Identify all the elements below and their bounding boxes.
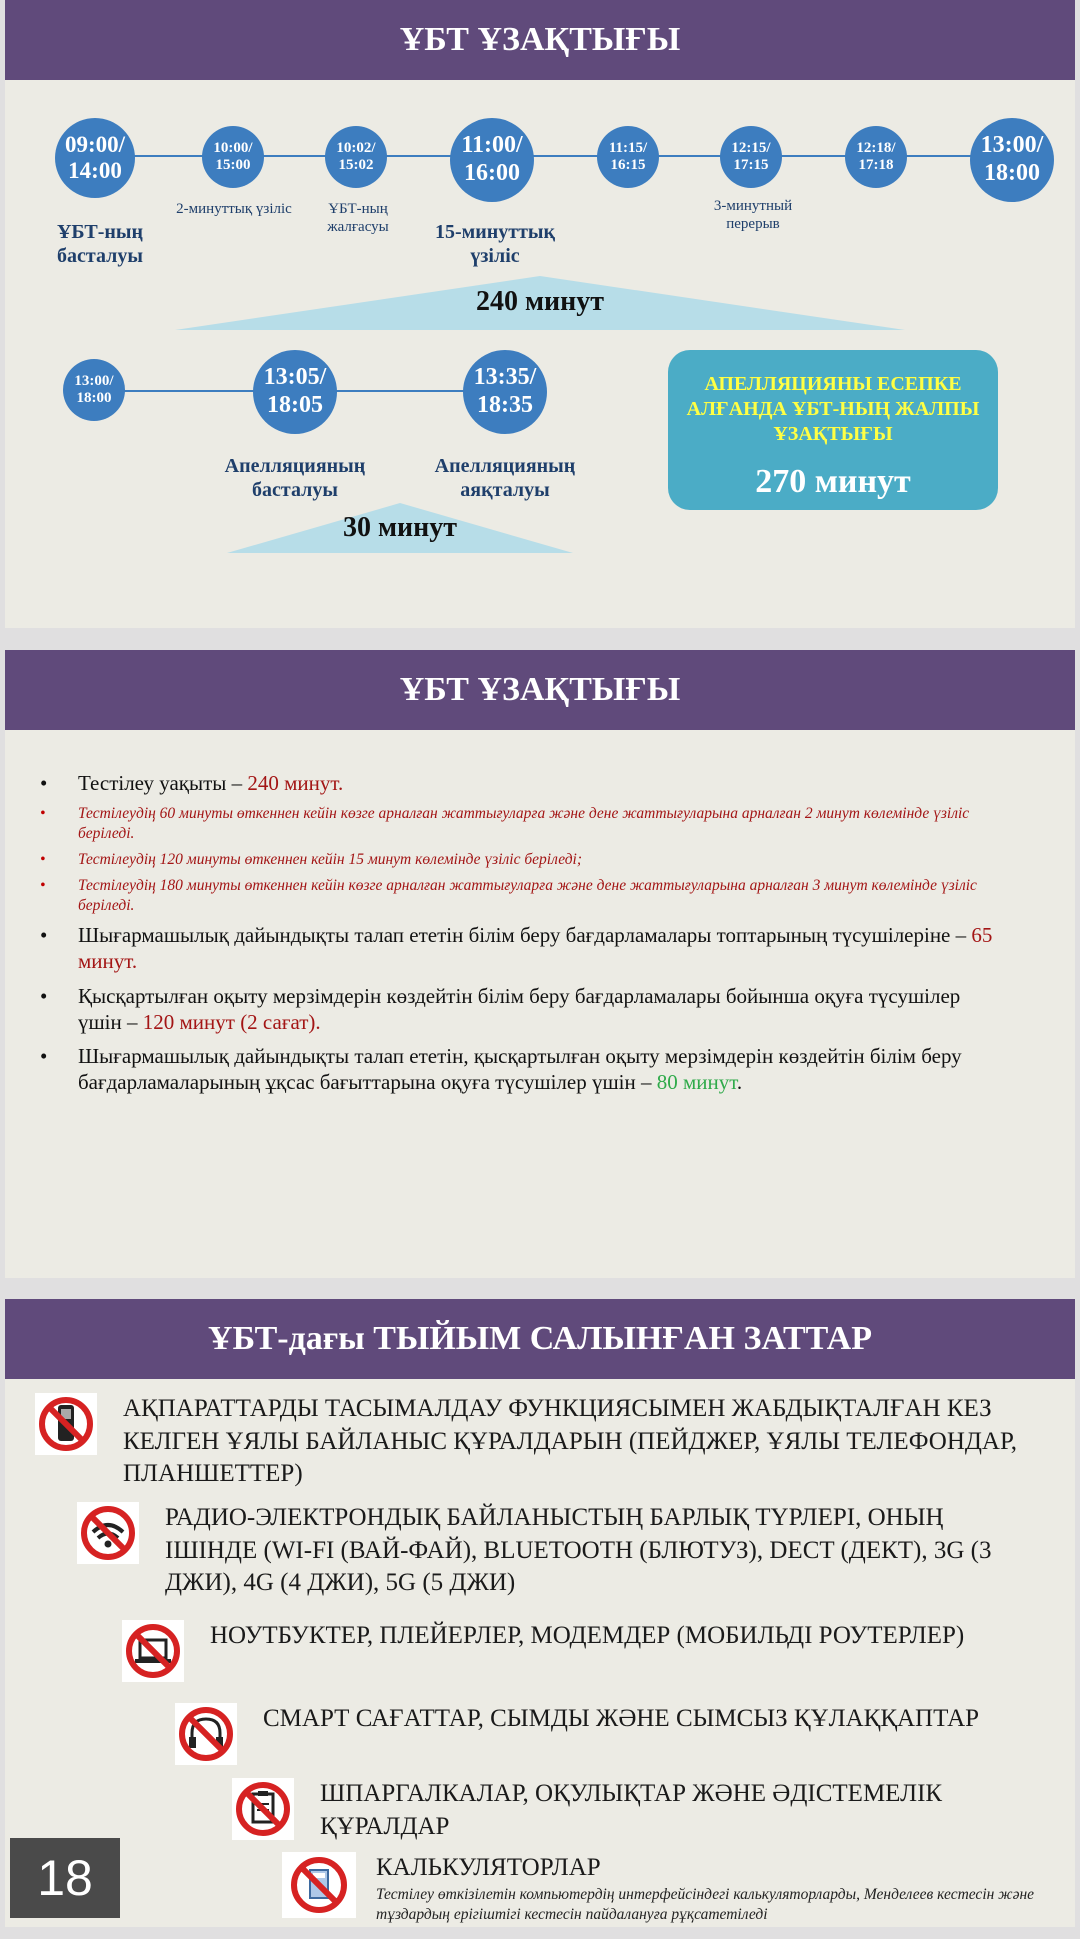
- prohibited-item: [122, 1620, 1022, 1682]
- prohibited-item-text: АҚПАРАТТАРДЫ ТАСЫМАЛДАУ ФУНКЦИЯСЫМЕН ЖАБДЫҚТАЛҒАН КЕЗ КЕЛГЕН ҰЯЛЫ БАЙЛАНЫС ҚҰРАЛДАРЫН (ПЕЙДЖЕР, ҰЯЛЫ ТЕЛЕФОНДАР, ПЛАНШЕТТЕР): [123, 1395, 1018, 1487]
- appeal-total-minutes: 270 минут: [755, 463, 911, 500]
- timeline-node: 12:15/ 17:15: [720, 126, 782, 188]
- timeline-label: ҰБТ-ның басталуы: [56, 221, 144, 267]
- slide-duration-timeline: [5, 0, 1075, 628]
- appeal-node: 13:05/ 18:05: [253, 350, 337, 434]
- bullet-item: • Тестілеудің 120 минуты өткеннен кейін 15 минут көлемінде үзіліс беріледі;: [28, 850, 1008, 869]
- slide-title: ҰБТ-дағы ТЫЙЫМ САЛЫНҒАН ЗАТТАР: [5, 1299, 1075, 1379]
- timeline-node: 10:02/ 15:02: [325, 126, 387, 188]
- appeal-node: 13:35/ 18:35: [463, 350, 547, 434]
- timeline-node: 11:15/ 16:15: [597, 126, 659, 188]
- bullet-item: • Тестілеудің 180 минуты өткеннен кейін көзге арналған жаттығуларға және дене жаттығуларына арналған 3 минут көлемінде үзіліс беріледі.: [28, 876, 1008, 915]
- appeal-total-title: АПЕЛЛЯЦИЯНЫ ЕСЕПКЕ АЛҒАНДА ҰБТ-НЫҢ ЖАЛПЫ ҰЗАҚТЫҒЫ: [686, 373, 980, 445]
- appeal-total-box: [668, 350, 998, 510]
- prohibited-item-text: КАЛЬКУЛЯТОРЛАР: [376, 1854, 601, 1881]
- laptop-icon: [122, 1620, 184, 1682]
- bullet-item: • Тестілеу уақыты – 240 минут.: [28, 770, 1008, 796]
- prohibited-item-text: НОУТБУКТЕР, ПЛЕЙЕРЛЕР, МОДЕМДЕР (МОБИЛЬДІ РОУТЕРЛЕР): [210, 1622, 965, 1649]
- appeal-duration-label: 30 минут: [342, 512, 458, 543]
- timeline-node: 12:18/ 17:18: [845, 126, 907, 188]
- calculator-text-block: [376, 1852, 1066, 1925]
- prohibited-item: [232, 1778, 1032, 1843]
- timeline-node-start: 09:00/ 14:00: [55, 118, 135, 198]
- timeline-node-end: 13:00/ 18:00: [970, 118, 1054, 202]
- prohibited-item: [77, 1502, 1037, 1600]
- bullet-item: • Қысқартылған оқыту мерзімдерін көздейтін білім беру бағдарламалары бойынша оқуға түсушілер үшін – 120 минут (2 сағат).: [28, 983, 1008, 1036]
- timeline-node: 11:00/ 16:00: [450, 118, 534, 202]
- wifi-icon: [77, 1502, 139, 1564]
- appeal-node: 13:00/ 18:00: [63, 359, 125, 421]
- total-duration-label: 240 минут: [475, 286, 605, 317]
- calculator-icon: [282, 1852, 356, 1918]
- calculator-note: Тестілеу өткізілетін компьютердің интерфейсіндегі калькуляторларды, Менделеев кестесін және тұздардың ерігіштігі кестесін пайдалануға рұқсатетіледі: [376, 1885, 1035, 1923]
- timeline-label: 3-минутный перерыв: [713, 198, 793, 232]
- phone-icon: [35, 1393, 97, 1455]
- page-number: 18: [10, 1838, 120, 1918]
- slide-title: ҰБТ ҰЗАҚТЫҒЫ: [5, 0, 1075, 80]
- timeline-label: 2-минуттық үзіліс: [176, 201, 292, 217]
- bullet-item: • Шығармашылық дайындықты талап ететін, қысқартылған оқыту мерзімдерін көздейтін білім беру бағдарламаларының ұқсас бағыттарына оқуға түсушілер үшін – 80 минут.: [28, 1043, 1008, 1096]
- bullet-item: • Шығармашылық дайындықты талап ететін білім беру бағдарламалары топтарының түсушілеріне – 65 минут.: [28, 922, 1008, 975]
- timeline-node: 10:00/ 15:00: [202, 126, 264, 188]
- appeal-start-label: Апелляцияның басталуы: [224, 455, 366, 501]
- timeline-label: 15-минуттық үзіліс: [434, 221, 556, 267]
- prohibited-item: [35, 1393, 1045, 1491]
- prohibited-item-text: ШПАРГАЛКАЛАР, ОҚУЛЫҚТАР ЖӘНЕ ӘДІСТЕМЕЛІК ҚҰРАЛДАР: [320, 1780, 943, 1840]
- appeal-end-label: Апелляцияның аяқталуы: [434, 455, 576, 501]
- headphones-icon: [175, 1703, 237, 1765]
- prohibited-item-text: РАДИО-ЭЛЕКТРОНДЫҚ БАЙЛАНЫСТЫҢ БАРЛЫҚ ТҮРЛЕРІ, ОНЫҢ ІШІНДЕ (WI-FI (ВАЙ-ФАЙ), BLUETOOTH (БЛЮТУЗ), DECT (ДЕКТ), 3G (3 ДЖИ), 4G (4 ДЖИ), 5G (5 ДЖИ): [165, 1504, 992, 1596]
- clipboard-icon: [232, 1778, 294, 1840]
- bullet-item: • Тестілеудің 60 минуты өткеннен кейін көзге арналған жаттығуларға және дене жаттығуларына арналған 2 минут көлемінде үзіліс беріледі.: [28, 804, 1008, 843]
- timeline-label: ҰБТ-ның жалғасуы: [327, 201, 389, 235]
- prohibited-item: [282, 1852, 1072, 1925]
- slide-title: ҰБТ ҰЗАҚТЫҒЫ: [5, 650, 1075, 730]
- duration-bullet-list: [28, 770, 1008, 1104]
- prohibited-item: [175, 1703, 1035, 1765]
- prohibited-item-text: СМАРТ САҒАТТАР, СЫМДЫ ЖӘНЕ СЫМСЫЗ ҚҰЛАҚҚАПТАР: [263, 1705, 980, 1732]
